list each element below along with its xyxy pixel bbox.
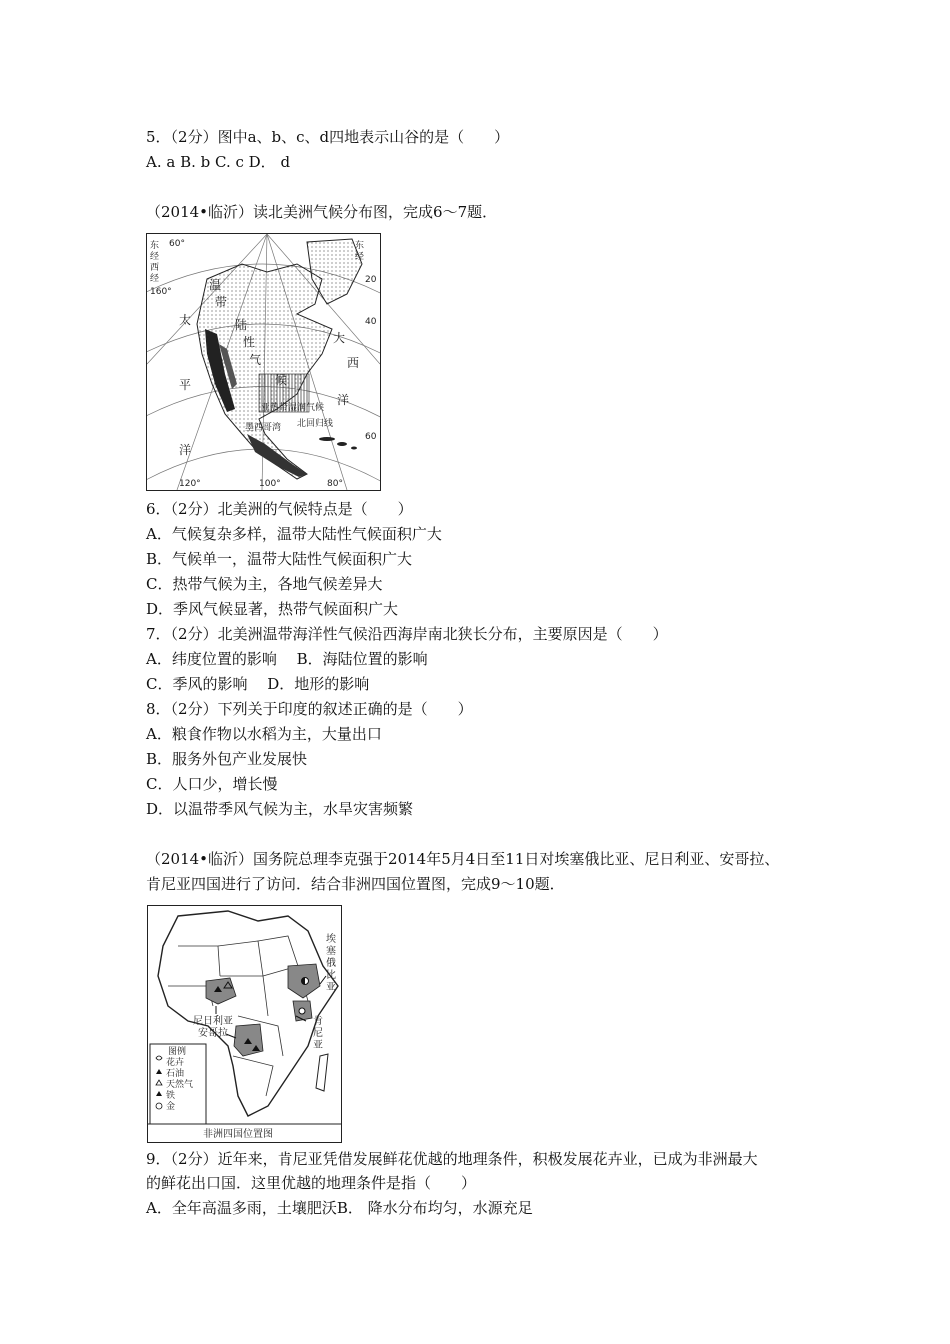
- kenya-char-2: 尼: [313, 1028, 323, 1039]
- legend-title: 图例: [168, 1047, 187, 1057]
- ethiopia-char-5: 亚: [326, 982, 336, 993]
- nigeria-label: 尼日利亚: [193, 1016, 233, 1027]
- q8-option-d: D．以温带季风气候为主，水旱灾害频繁: [146, 800, 414, 818]
- legend-oil: 石油: [166, 1069, 185, 1079]
- lat-label-20: 20: [365, 275, 377, 285]
- climate-label-wen: 温: [209, 278, 222, 292]
- q6-option-a: A．气候复杂多样，温带大陆性气候面积广大: [146, 525, 442, 543]
- climate-label-lu: 陆: [235, 318, 248, 332]
- lon-label-160: 160°: [150, 287, 172, 297]
- side-label-dong-right: 东: [355, 241, 365, 251]
- intro-9-10-line2: 肯尼亚四国进行了访问．结合非洲四国位置图，完成9～10题．: [146, 875, 565, 893]
- lon-label-80: 80°: [327, 479, 343, 489]
- legend-flower: 花卉: [166, 1058, 185, 1068]
- q9-stem-line1: 9．（2分）近年来，肯尼亚凭借发展鲜花优越的地理条件，积极发展花卉业，已成为非洲最大: [146, 1150, 758, 1168]
- angola-label: 安哥拉: [198, 1028, 228, 1039]
- side-label-jing: 经: [150, 252, 160, 262]
- lon-label-120: 120°: [179, 479, 201, 489]
- ocean-east-2: 西: [347, 356, 360, 370]
- gold-icon: [156, 1103, 162, 1109]
- climate-label-hou: 候: [275, 373, 288, 387]
- caribbean-islands: [319, 437, 357, 450]
- madagascar-shape: [316, 1054, 328, 1091]
- gold-icon: [299, 1008, 305, 1014]
- ocean-west-1: 太: [179, 313, 192, 327]
- q7-options-cd: C．季风的影响 D．地形的影响: [146, 675, 370, 693]
- q7-options-ab: A．纬度位置的影响 B．海陆位置的影响: [146, 650, 428, 668]
- ethiopia-char-1: 埃: [326, 934, 336, 945]
- ocean-east-3: 洋: [337, 393, 350, 407]
- ethiopia-char-4: 比: [326, 970, 336, 981]
- side-label-dong: 东: [150, 241, 160, 251]
- ethiopia-char-3: 俄: [326, 958, 336, 969]
- q6-option-d: D．季风气候显著，热带气候面积广大: [146, 600, 399, 618]
- ethiopia-char-2: 塞: [326, 946, 336, 957]
- lat-label-40: 40: [365, 317, 377, 327]
- q6-option-c: C．热带气候为主，各地气候差异大: [146, 575, 383, 593]
- africa-map-caption: 非洲四国位置图: [203, 1129, 273, 1140]
- north-america-climate-map: [146, 233, 381, 491]
- q8-option-b: B．服务外包产业发展快: [146, 750, 308, 768]
- legend-gold: 金: [166, 1102, 176, 1112]
- climate-label-dai: 带: [215, 295, 228, 309]
- climate-label-qi: 气: [249, 353, 262, 367]
- gulf-label: 墨西哥湾: [245, 423, 282, 433]
- q9-stem-line2: 的鲜花出口国．这里优越的地理条件是指（ ）: [146, 1174, 477, 1192]
- climate-label-xing: 性: [243, 335, 256, 349]
- legend-iron: 铁: [166, 1091, 176, 1101]
- q7-stem: 7．（2分）北美洲温带海洋性气候沿西海岸南北狭长分布，主要原因是（ ）: [146, 625, 668, 643]
- intro-6-7: （2014•临沂）读北美洲气候分布图，完成6～7题．: [146, 203, 498, 221]
- africa-four-countries-map: [147, 905, 342, 1143]
- q8-option-a: A．粮食作物以水稻为主，大量出口: [146, 725, 382, 743]
- legend-gas: 天然气: [166, 1080, 194, 1090]
- side-label-xi: 西: [150, 263, 160, 273]
- tropic-label: 北回归线: [297, 419, 334, 429]
- central-america-strip: [247, 434, 307, 477]
- q6-stem: 6．（2分）北美洲的气候特点是（ ）: [146, 500, 413, 518]
- subtropic-label: 亚热带湿润气候: [261, 403, 325, 413]
- lon-label-60: 60°: [169, 239, 185, 249]
- kenya-char-1: 肯: [313, 1016, 323, 1027]
- side-label-jing2: 经: [150, 274, 160, 284]
- intro-9-10-line1: （2014•临沂）国务院总理李克强于2014年5月4日至11日对埃塞俄比亚、尼日利亚、安哥拉、: [146, 850, 780, 868]
- q8-option-c: C．人口少，增长慢: [146, 775, 278, 793]
- q5-stem: 5．（2分）图中a、b、c、d四地表示山谷的是（ ）: [146, 128, 510, 146]
- ocean-east-1: 大: [333, 331, 346, 345]
- lon-label-100: 100°: [259, 479, 281, 489]
- ocean-west-2: 平: [179, 378, 192, 392]
- lat-label-60: 60: [365, 432, 377, 442]
- q5-options: A. a B. b C. c D． d: [146, 153, 291, 171]
- q8-stem: 8．（2分）下列关于印度的叙述正确的是（ ）: [146, 700, 473, 718]
- q6-option-b: B．气候单一，温带大陆性气候面积广大: [146, 550, 413, 568]
- ocean-west-3: 洋: [179, 443, 192, 457]
- kenya-char-3: 亚: [313, 1040, 323, 1051]
- q9-options: A．全年高温多雨，土壤肥沃B． 降水分布均匀，水源充足: [146, 1199, 533, 1217]
- side-label-jing-right: 经: [355, 252, 365, 262]
